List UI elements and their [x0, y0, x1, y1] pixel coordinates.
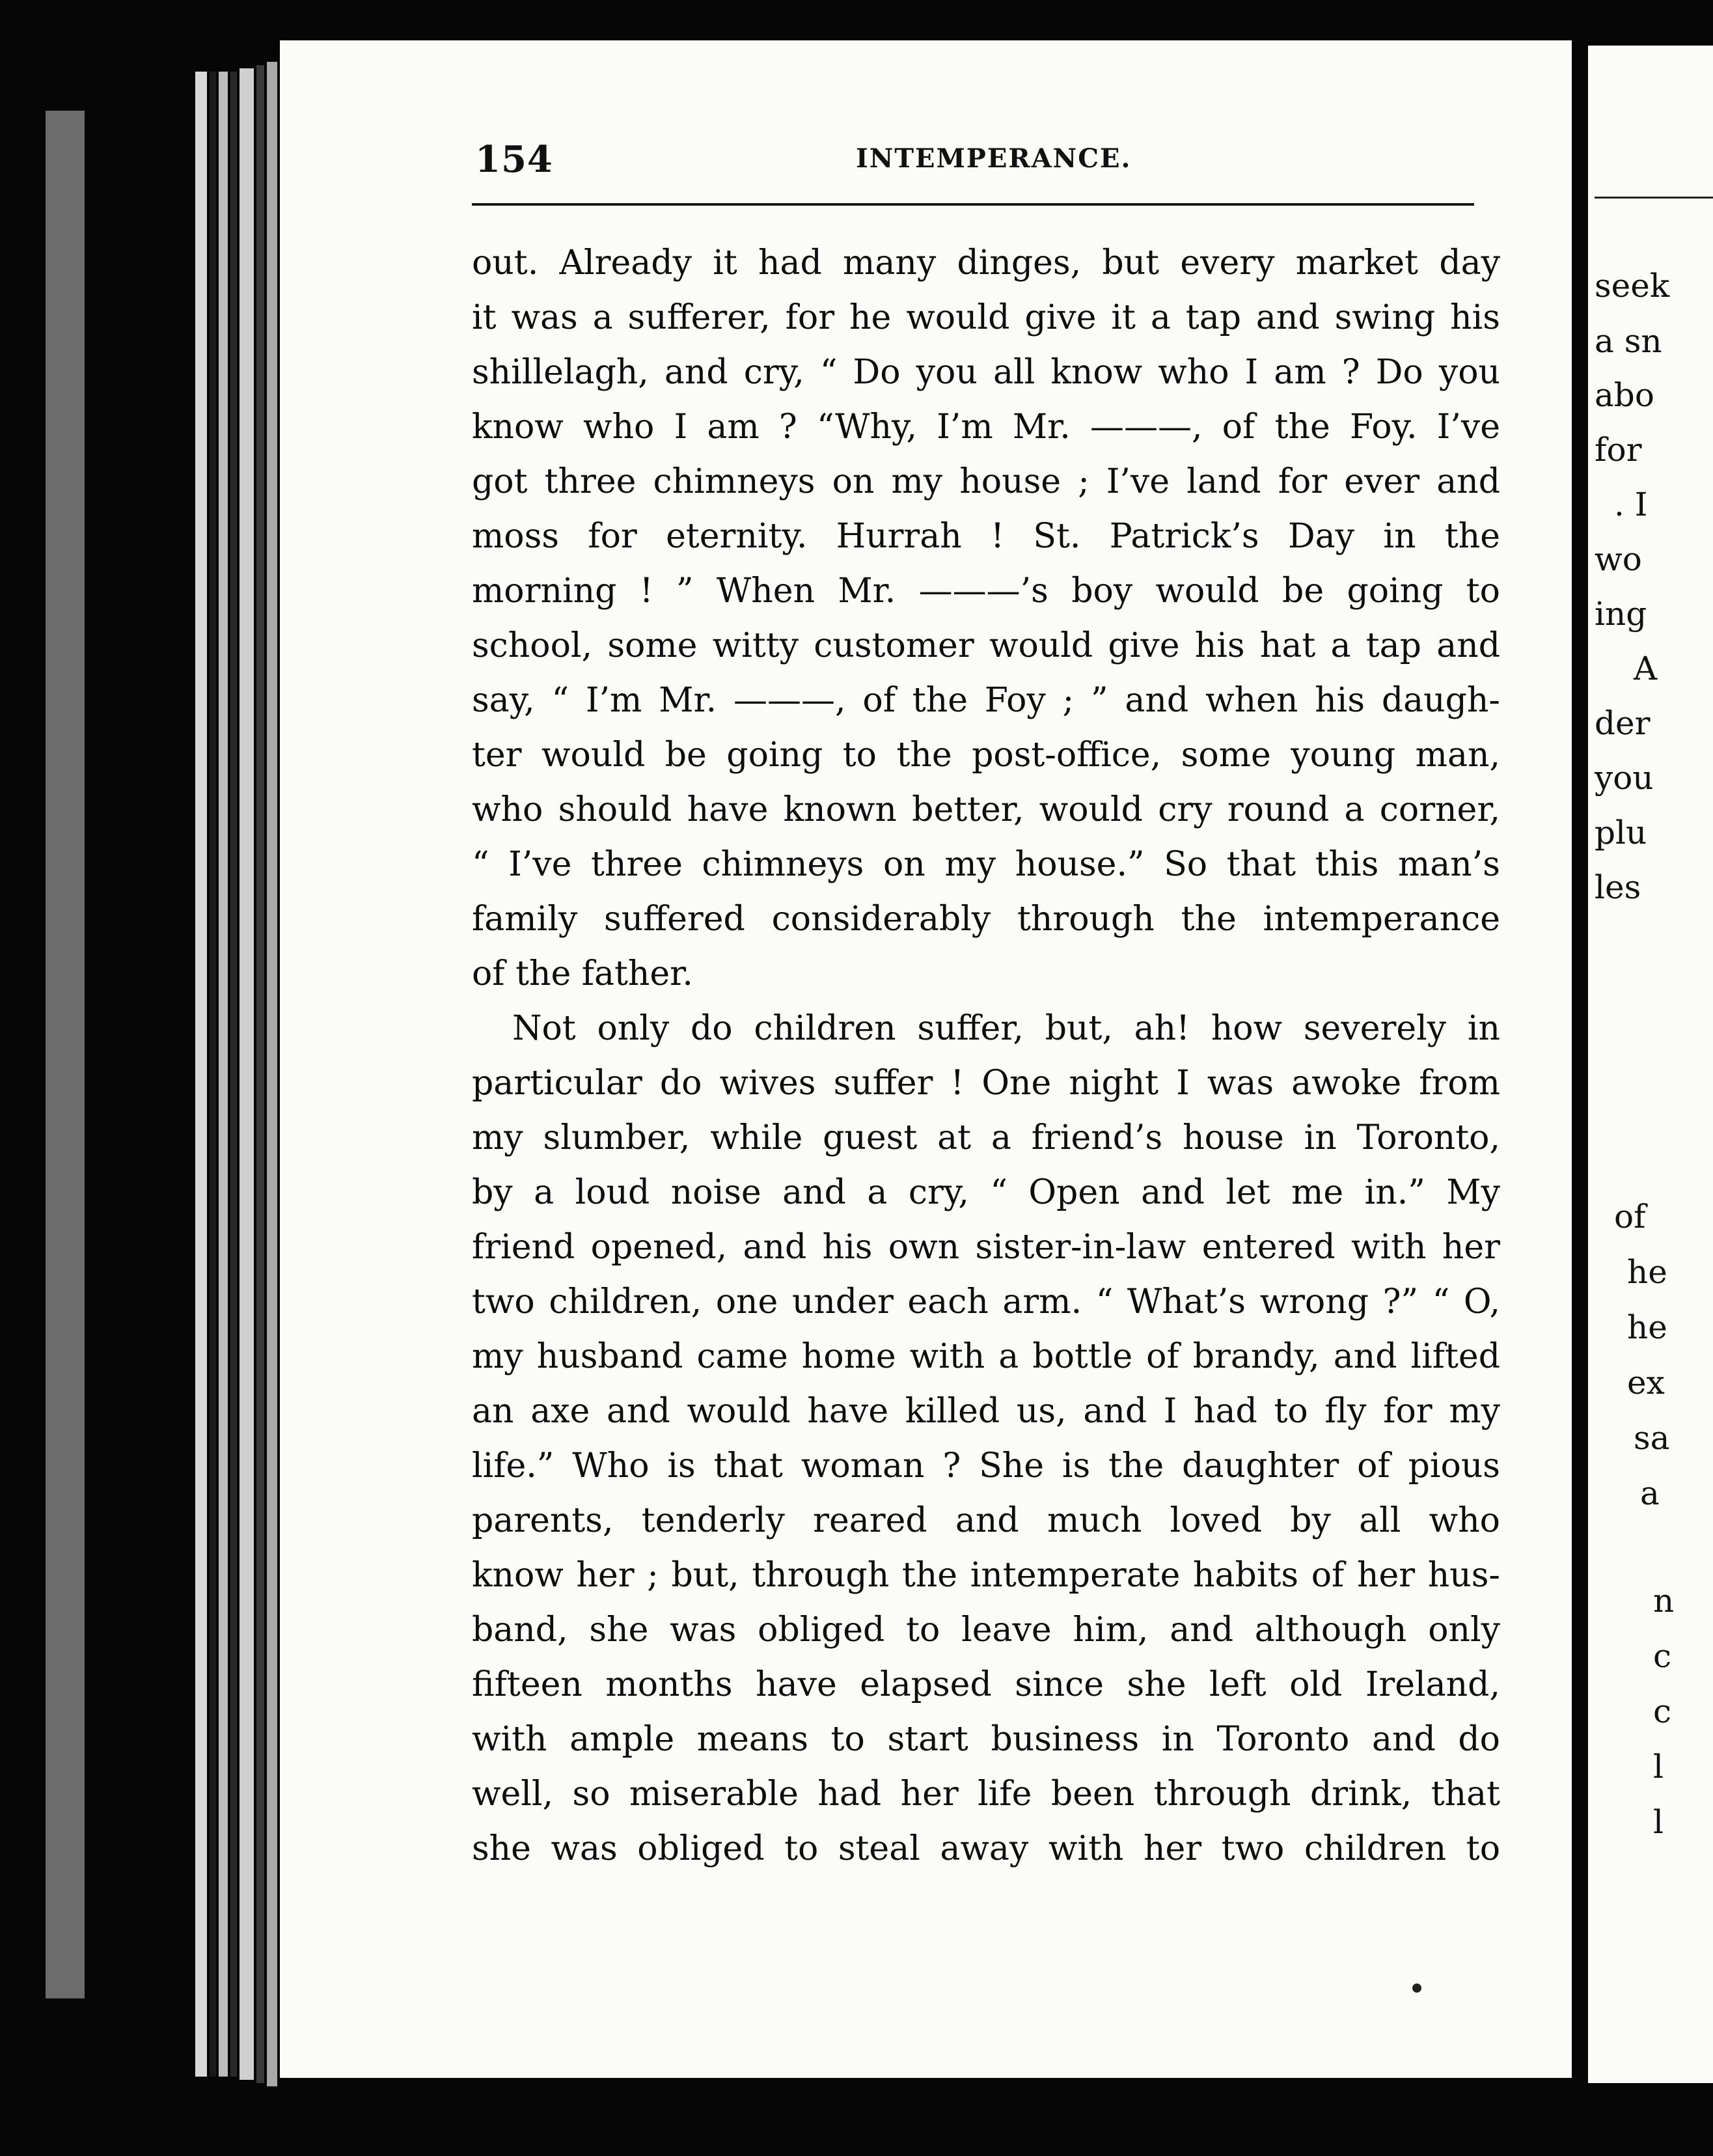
text-line: life.” Who is that woman ? She is the daughter of pious: [472, 1446, 1500, 1486]
text-fragment: wo: [1595, 540, 1642, 578]
text-line: “ I’ve three chimneys on my house.” So that this man’s: [472, 845, 1500, 884]
text-line: of the father.: [472, 954, 693, 993]
text-fragment: . I: [1614, 486, 1648, 523]
page-edge: [240, 68, 254, 2080]
text-fragment: he: [1627, 1253, 1667, 1291]
text-line: parents, tenderly reared and much loved by all who: [472, 1501, 1500, 1540]
page-edge: [210, 72, 216, 2077]
text-fragment: ex: [1627, 1364, 1665, 1402]
text-fragment: for: [1595, 431, 1642, 469]
page-edge: [230, 72, 237, 2077]
text-fragment: seek: [1595, 267, 1670, 305]
page-edge: [219, 72, 228, 2077]
text-line: an axe and would have killed us, and I had to fly for my: [472, 1392, 1500, 1431]
text-fragment: n: [1653, 1582, 1675, 1620]
text-fragment: he: [1627, 1308, 1667, 1346]
text-line: morning ! ” When Mr. ———’s boy would be going to: [472, 572, 1500, 611]
text-line: friend opened, and his own sister-in-law entered with her: [472, 1228, 1500, 1267]
text-line: who should have known better, would cry round a corner,: [472, 790, 1500, 829]
text-line: school, some witty customer would give his hat a tap and: [472, 626, 1500, 665]
text-line: well, so miserable had her life been through drink, that: [472, 1775, 1500, 1814]
text-fragment: l: [1653, 1803, 1664, 1841]
text-line: with ample means to start business in Toronto and do: [472, 1720, 1500, 1759]
text-line: got three chimneys on my house ; I’ve land for ever and: [472, 462, 1500, 501]
running-title: INTEMPERANCE.: [856, 143, 1132, 174]
text-fragment: plu: [1595, 814, 1647, 851]
text-line: two children, one under each arm. “ What’s wrong ?” “ O,: [472, 1282, 1500, 1321]
text-fragment: a: [1640, 1474, 1660, 1512]
text-fragment: abo: [1595, 376, 1654, 414]
text-fragment: a sn: [1595, 322, 1662, 360]
text-line: my slumber, while guest at a friend’s house in Toronto,: [472, 1118, 1500, 1157]
background-shadow: [46, 111, 85, 1998]
text-line: it was a sufferer, for he would give it a tap and swing his: [472, 298, 1500, 337]
text-fragment: A: [1634, 650, 1658, 687]
right-page-text: [1588, 46, 1713, 2083]
page-edge: [256, 65, 264, 2083]
page-edge: [195, 72, 207, 2077]
text-line: ter would be going to the post-office, some young man,: [472, 736, 1500, 775]
text-fragment: ing: [1595, 595, 1647, 633]
text-fragment: c: [1653, 1637, 1672, 1675]
header-rule: [472, 203, 1474, 206]
text-fragment: c: [1653, 1693, 1672, 1730]
text-line: she was obliged to steal away with her two children to: [472, 1829, 1500, 1868]
text-fragment: der: [1595, 704, 1651, 742]
text-line: say, “ I’m Mr. ———, of the Foy ; ” and when his daugh-: [472, 681, 1500, 720]
page-edge: [267, 62, 277, 2086]
text-fragment: sa: [1634, 1419, 1670, 1457]
text-fragment: of: [1614, 1198, 1646, 1236]
body-text: [472, 236, 1500, 1876]
text-fragment: l: [1653, 1748, 1664, 1786]
page-header: [475, 138, 1516, 190]
right-page: [1588, 46, 1713, 2083]
text-line: moss for eternity. Hurrah ! St. Patrick’s Day in the: [472, 517, 1500, 556]
text-line: family suffered considerably through the intemperance: [472, 900, 1500, 939]
text-line: out. Already it had many dinges, but every market day: [472, 243, 1500, 283]
text-line: fifteen months have elapsed since she left old Ireland,: [472, 1665, 1500, 1704]
text-line: band, she was obliged to leave him, and although only: [472, 1610, 1500, 1650]
ink-speck: [1412, 1983, 1421, 1993]
text-line: my husband came home with a bottle of brandy, and lifted: [472, 1337, 1500, 1376]
page-number: 154: [475, 138, 553, 181]
text-fragment: you: [1595, 759, 1654, 797]
text-line: know who I am ? “Why, I’m Mr. ———, of the Foy. I’ve: [472, 408, 1500, 447]
text-line: shillelagh, and cry, “ Do you all know who I am ? Do you: [472, 353, 1500, 392]
text-line: know her ; but, through the intemperate habits of her hus-: [472, 1556, 1500, 1595]
text-line: by a loud noise and a cry, “ Open and let me in.” My: [472, 1173, 1500, 1212]
text-fragment: les: [1595, 868, 1641, 906]
text-line: Not only do children suffer, but, ah! how severely in: [512, 1009, 1500, 1048]
text-line: particular do wives suffer ! One night I was awoke from: [472, 1064, 1500, 1103]
left-page: [280, 40, 1572, 2078]
